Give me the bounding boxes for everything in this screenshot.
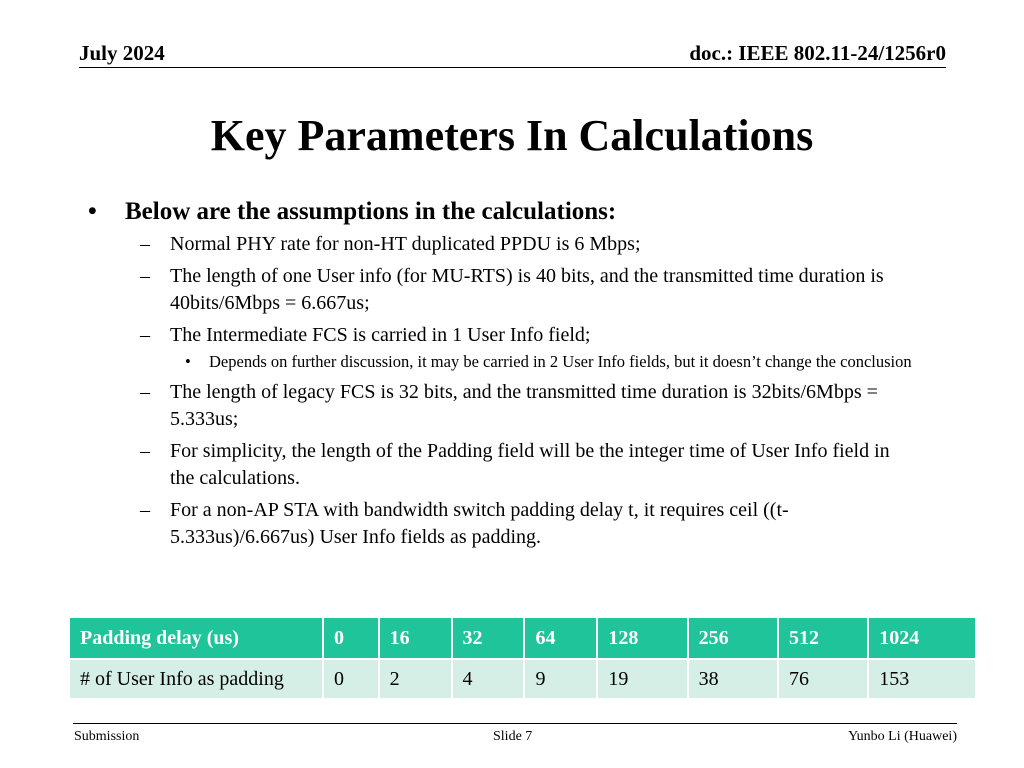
bullet-dot-icon: • — [185, 352, 191, 371]
dash-icon: – — [140, 440, 150, 462]
footer-slide-number: Slide 7 — [493, 729, 533, 744]
bullet-dot-icon: • — [88, 198, 97, 225]
sub-bullet-text: Normal PHY rate for non-HT duplicated PPDU is 6 Mbps; — [170, 233, 641, 255]
dash-icon: – — [140, 324, 150, 346]
sub-bullet — [84, 322, 954, 349]
sub-bullet — [84, 497, 954, 551]
table-cell: 0 — [323, 659, 379, 699]
bullet-main — [84, 195, 954, 229]
sub-sub-bullet-text: Depends on further discussion, it may be carried in 2 User Info fields, but it doesn’t change the conclusion — [209, 352, 912, 371]
sub-bullet-text: The length of legacy FCS is 32 bits, and the transmitted time duration is 32bits/6Mbps = 5.333us; — [170, 381, 878, 430]
table-cell: 4 — [452, 659, 525, 699]
table-header-cell: 256 — [688, 617, 778, 659]
table-header-cell: 128 — [597, 617, 687, 659]
sub-bullet — [84, 438, 954, 492]
header-doc-id: doc.: IEEE 802.11-24/1256r0 — [689, 41, 946, 65]
dash-icon: – — [140, 233, 150, 255]
table-cell: 76 — [778, 659, 868, 699]
table-row — [69, 659, 976, 699]
dash-icon: – — [140, 265, 150, 287]
header-divider — [79, 67, 946, 68]
table-header-row — [69, 617, 976, 659]
table-cell: 153 — [868, 659, 976, 699]
sub-bullet-text: For a non-AP STA with bandwidth switch padding delay t, it requires ceil ((t-5.333us)/6.667us) User Info fields as padding. — [170, 499, 789, 548]
table-header-cell: 512 — [778, 617, 868, 659]
dash-icon: – — [140, 381, 150, 403]
table-cell: # of User Info as padding — [69, 659, 323, 699]
table-header-cell: 0 — [323, 617, 379, 659]
bullet-list — [84, 195, 954, 556]
slide-title: Key Parameters In Calculations — [210, 111, 814, 160]
padding-table — [68, 616, 977, 700]
table-cell: 19 — [597, 659, 687, 699]
table-cell: 9 — [524, 659, 597, 699]
table-header-cell: 1024 — [868, 617, 976, 659]
table-header-cell: 32 — [452, 617, 525, 659]
footer-submission: Submission — [74, 729, 140, 744]
sub-bullet — [84, 379, 954, 433]
header-date: July 2024 — [79, 41, 165, 65]
table-header-cell: 64 — [524, 617, 597, 659]
sub-bullet-text: The Intermediate FCS is carried in 1 User Info field; — [170, 324, 591, 346]
bullet-main-text: Below are the assumptions in the calculations: — [125, 198, 617, 225]
sub-bullet-text: For simplicity, the length of the Padding field will be the integer time of User Info field in the calculations. — [170, 440, 890, 489]
dash-icon: – — [140, 499, 150, 521]
sub-bullet — [84, 231, 954, 258]
footer-author: Yunbo Li (Huawei) — [848, 729, 957, 744]
table-cell: 2 — [379, 659, 452, 699]
sub-bullet-text: The length of one User info (for MU-RTS) is 40 bits, and the transmitted time duration is 40bits/6Mbps = 6.667us; — [170, 265, 884, 314]
table-header-cell: Padding delay (us) — [69, 617, 323, 659]
table-header-cell: 16 — [379, 617, 452, 659]
table-cell: 38 — [688, 659, 778, 699]
footer-divider — [73, 723, 957, 724]
sub-sub-bullet — [84, 350, 954, 374]
sub-bullet — [84, 263, 954, 317]
